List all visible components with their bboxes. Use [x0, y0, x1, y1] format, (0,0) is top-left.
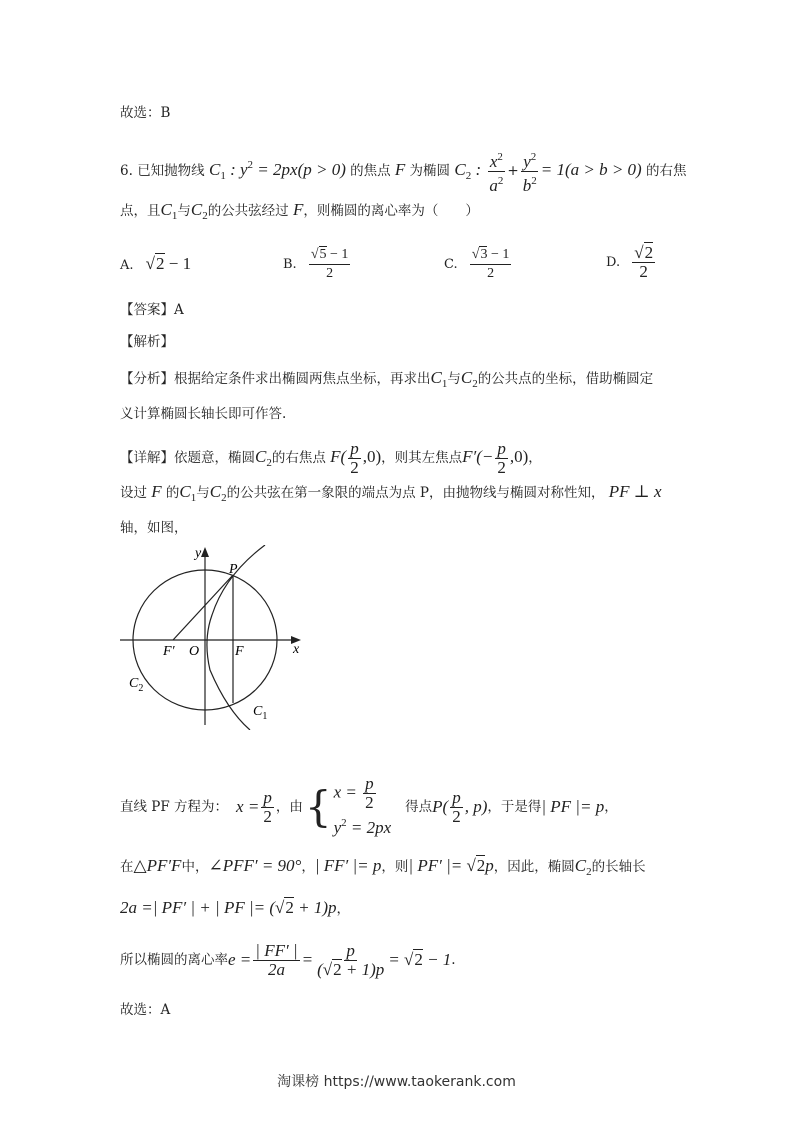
- fenxi-line-1: 【分析】根据给定条件求出椭圆两焦点坐标，再求出$C_1$与$C_2$的公共点的坐标，借助椭圆定: [120, 368, 654, 390]
- setup-line-1: 设过 F 的$C_1$与$C_2$的公共弦在第一象限的端点为点 P，由抛物线与椭圆对称性知， PF ⊥ x: [120, 482, 662, 504]
- c1-label: $C_1$: [253, 704, 268, 722]
- footer-watermark: 淘课榜 https://www.taokerank.com: [277, 1074, 516, 1090]
- fprime-label: F′: [163, 644, 175, 659]
- option-d: D. $\frac{√2}{2}$: [606, 243, 654, 281]
- segment-fprime-p: [173, 575, 233, 640]
- setup-line-2: 轴，如图，: [120, 520, 188, 536]
- detail-line-1: 【详解】依题意，椭圆$C_2$的右焦点 F( $\frac{p}{2}$ ,0)，则其左焦点F′(− $\frac{p}{2}$ ,0)，: [120, 439, 542, 477]
- x-label: x: [293, 642, 300, 657]
- origin-label: O: [189, 644, 200, 659]
- question-line-1: 6. 已知抛物线 $C_1$ : $y^2 = 2px(p > 0)$ 的焦点 F 为椭圆 $C_2$ : $\frac{x^2}{a^2}$ + $\frac{y^2}{b^2}$ = 1(a > b > 0) 的右焦: [120, 148, 687, 195]
- y-axis-arrow: [201, 547, 209, 557]
- triangle-line: 在△PF′F中，∠PFF′ = 90°，| FF′ |= p，则| PF′ |= √2p，因此，椭圆$C_2$的长轴长: [120, 856, 646, 878]
- equation-system: x = $\frac{p}{2}$ $y^2 = 2px$: [333, 774, 392, 837]
- previous-answer: 故选：B: [120, 105, 171, 121]
- question-line-2: 点，且$C_1$与$C_2$的公共弦经过 F，则椭圆的离心率为（ ）: [120, 200, 479, 222]
- final-answer: 故选：A: [120, 1002, 171, 1018]
- f-label: F: [235, 644, 244, 659]
- ellipse-parabola-figure: [115, 545, 315, 730]
- analysis-label: 【解析】: [120, 334, 174, 350]
- pf-equation-line: 直线 PF 方程为： x = $\frac{p}{2}$ ，由 { x = $\frac{p}{2}$ $y^2 = 2px$ 得点 P( $\frac{p}{2}$ , p) ，于是得 | PF |= p ，: [120, 774, 618, 837]
- option-c: C. $\frac{√3 - 1}{2}$: [444, 247, 510, 281]
- question-number: 6.: [120, 163, 133, 179]
- p-label: P: [229, 562, 238, 577]
- eccentricity-line: 所以椭圆的离心率 e = $\frac{| FF' |}{2a}$ = $\frac{p}{(√2 + 1)p}$ = √2 − 1 .: [120, 940, 456, 979]
- fenxi-line-2: 义计算椭圆长轴长即可作答.: [120, 406, 287, 422]
- c2-label: $C_2$: [129, 676, 144, 694]
- option-b: B. $\frac{√5 - 1}{2}$: [283, 247, 349, 281]
- y-label: y: [195, 546, 202, 561]
- major-axis-line: 2a =| PF′ | + | PF |= (√2 + 1)p，: [120, 898, 350, 917]
- option-a: A. √2 − 1: [120, 254, 192, 273]
- answer-label: 【答案】A: [120, 302, 184, 318]
